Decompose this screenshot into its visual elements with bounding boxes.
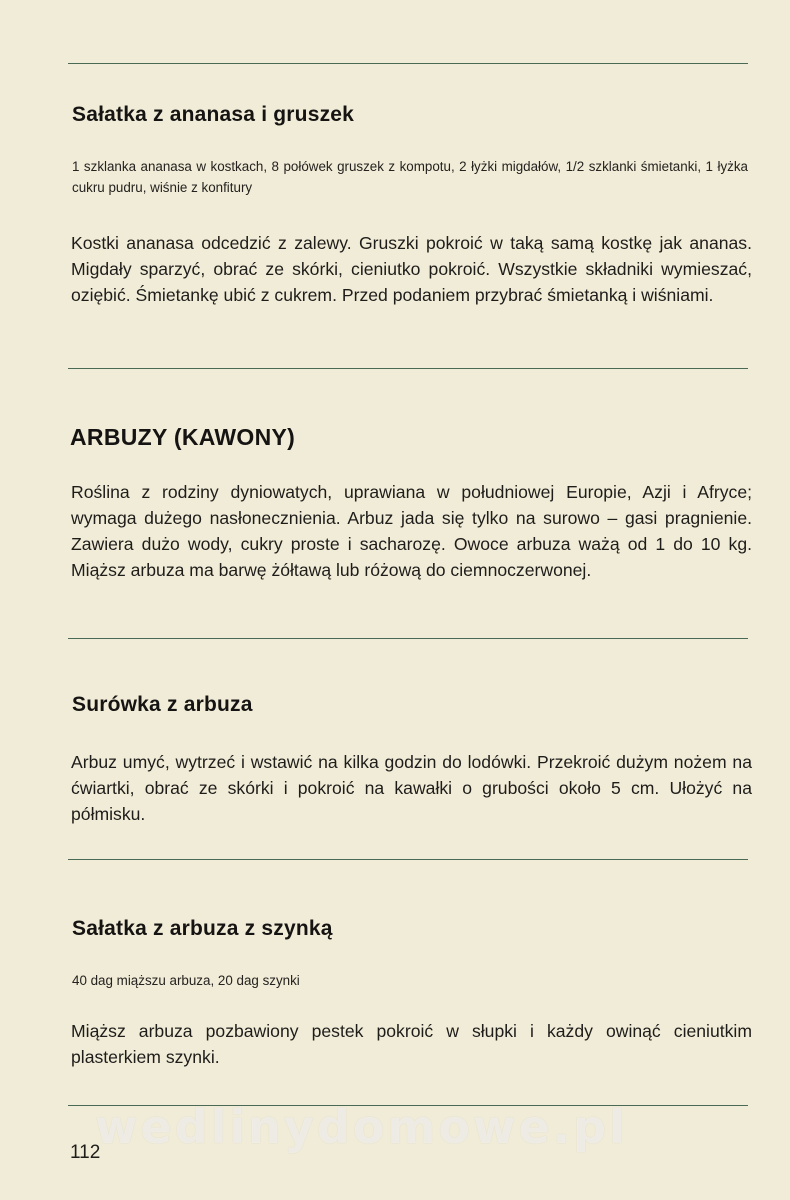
recipe-title-surowka: Surówka z arbuza [72, 693, 253, 716]
section-title-arbuzy: ARBUZY (KAWONY) [70, 424, 296, 450]
divider-4 [68, 859, 748, 860]
divider-3 [68, 638, 748, 639]
divider-top [68, 63, 748, 64]
page-number: 112 [70, 1142, 101, 1163]
recipe-instructions-ananas: Kostki ananasa odcedzić z zalewy. Gruszki pokroić w taką samą kostkę jak ananas. Migdały sparzyć, obrać ze skórki, cieniutko pokroić. Wszystkie składniki wymieszać, oziębić. Śmietankę ubić z cukrem. Przed podaniem przybrać śmietanką i wiśniami. [71, 233, 752, 305]
recipe-ingredients-ananas: 1 szklanka ananasa w kostkach, 8 połówek gruszek z kompotu, 2 łyżki migdałów, 1/2 szklanki śmietanki, 1 łyżka cukru pudru, wiśnie z konfitury [72, 159, 748, 195]
recipe-instructions-surowka: Arbuz umyć, wytrzeć i wstawić na kilka godzin do lodówki. Przekroić dużym nożem na ćwiartki, obrać ze skórki i pokroić na kawałki o grubości około 5 cm. Ułożyć na półmisku. [71, 752, 752, 824]
recipe-title-ananas: Sałatka z ananasa i gruszek [72, 103, 355, 126]
recipe-instructions-szynka: Miąższ arbuza pozbawiony pestek pokroić w słupki i każdy owinąć cieniutkim plasterkiem szynki. [71, 1021, 752, 1067]
divider-2 [68, 368, 748, 369]
section-description-arbuzy: Roślina z rodziny dyniowatych, uprawiana w południowej Europie, Azji i Afryce; wymaga dużego nasłonecznienia. Arbuz jada się tylko na surowo – gasi pragnienie. Zawiera dużo wody, cukry proste i sacharozę. Owoce arbuza ważą od 1 do 10 kg. Miąższ arbuza ma barwę żółtawą lub różową do ciemnoczerwonej. [71, 482, 752, 580]
recipe-ingredients-szynka: 40 dag miąższu arbuza, 20 dag szynki [72, 973, 300, 988]
watermark: wedlinydomowe.pl [95, 1100, 628, 1154]
recipe-title-szynka: Sałatka z arbuza z szynką [72, 917, 333, 940]
